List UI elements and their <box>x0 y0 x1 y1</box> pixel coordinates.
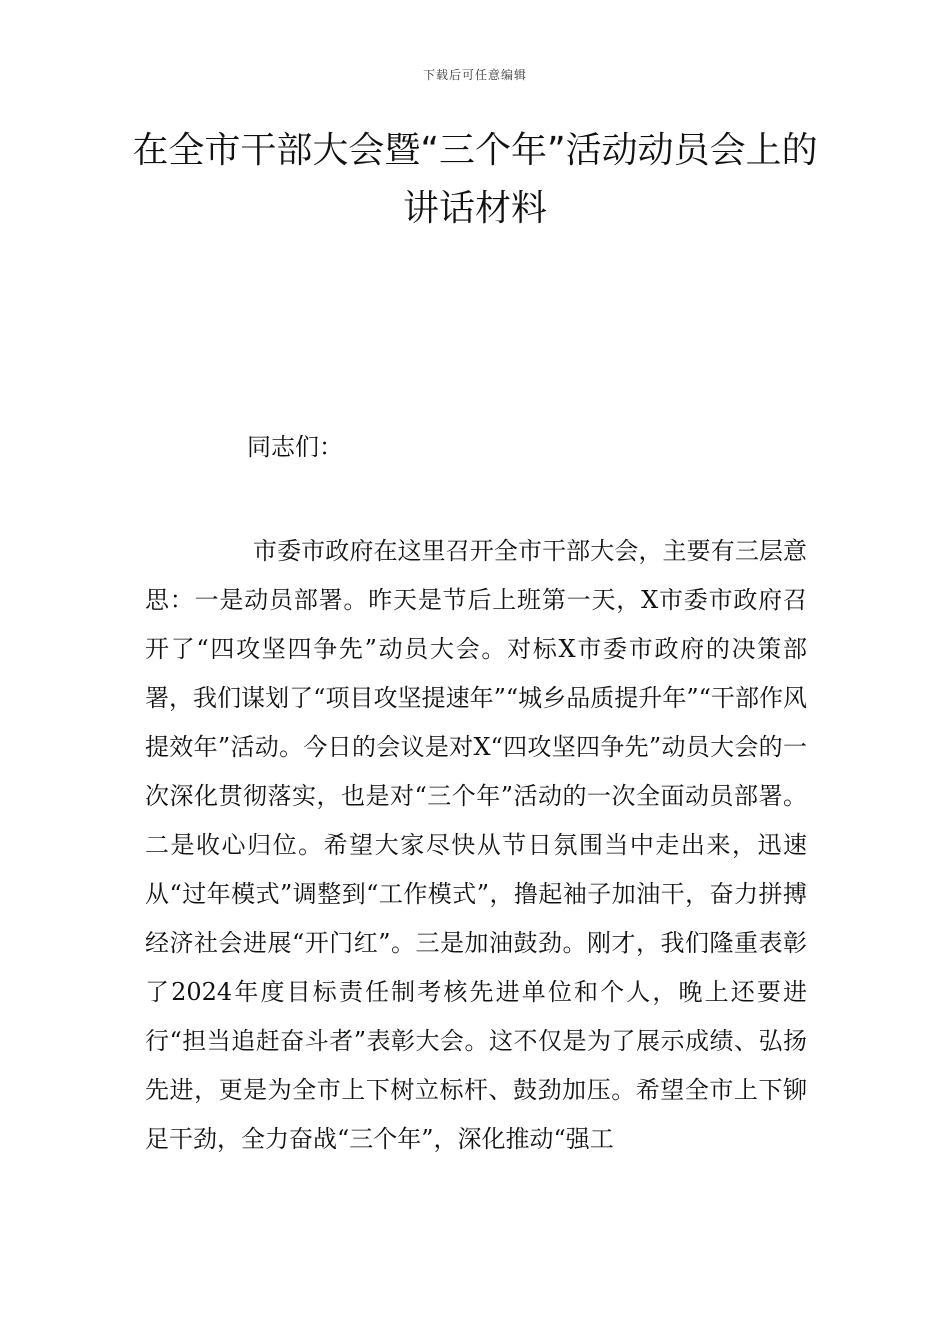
header-note: 下载后可任意编辑 <box>422 68 527 82</box>
body-paragraph: 市委市政府在这里召开全市干部大会，主要有三层意思：一是动员部署。昨天是节后上班第一天，X市委市政府召开了“四攻坚四争先”动员大会。对标X市委市政府的决策部署，我们谋划了“项目攻坚提速年”“城乡品质提升年”“干部作风提效年”活动。今日的会议是对X“四攻坚四争先”动员大会的一次深化贯彻落实，也是对“三个年”活动的一次全面动员部署。二是收心归位。希望大家尽快从节日氛围当中走出来，迅速从“过年模式”调整到“工作模式”，撸起袖子加油干，奋力拼搏经济社会进展“开门红”。三是加油鼓劲。刚才，我们隆重表彰了2024年度目标责任制考核先进单位和个人，晚上还要进行“担当追赶奋斗者”表彰大会。这不仅是为了展示成绩、弘扬先进，更是为全市上下树立标杆、鼓劲加压。希望全市上下铆足干劲，全力奋战“三个年”，深化推动“强工 <box>145 537 807 1153</box>
document-title: 在全市干部大会暨“三个年”活动动员会上的讲话材料 <box>132 130 818 229</box>
greeting: 同志们： <box>247 433 343 461</box>
